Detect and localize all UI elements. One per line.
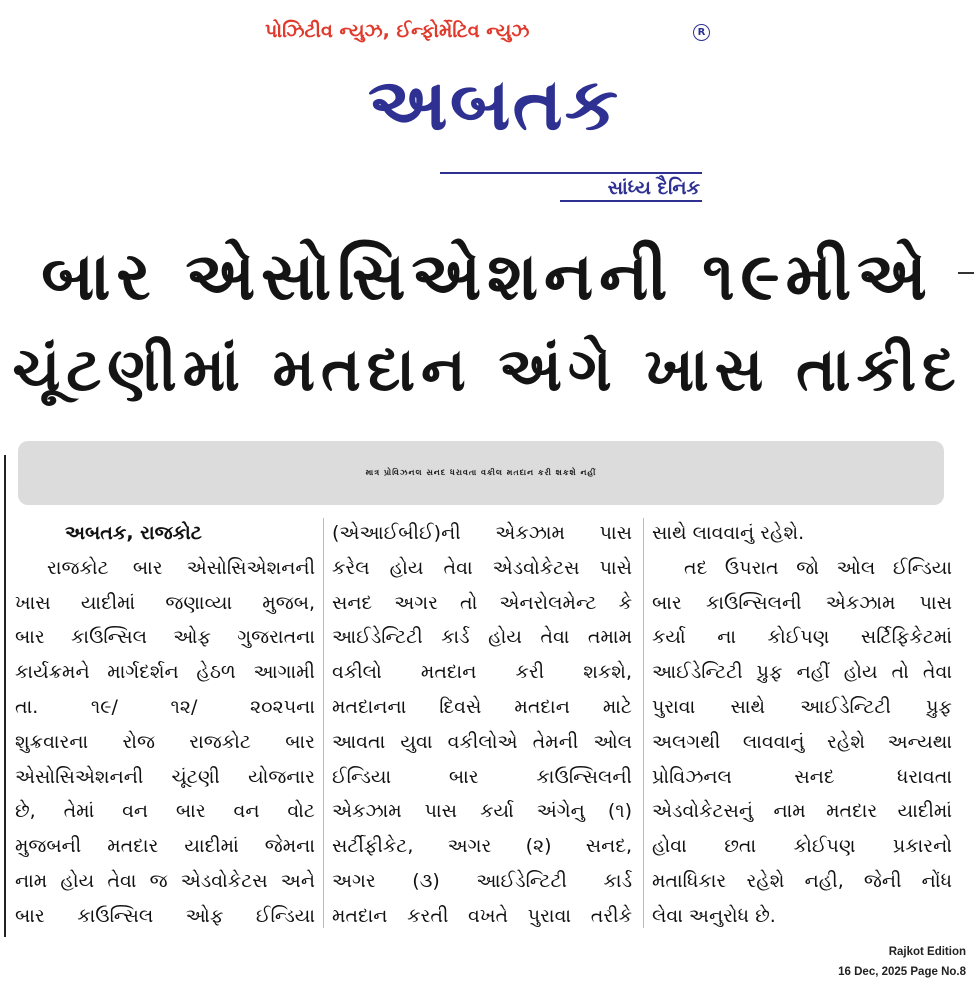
body-line: અલગથી લાવવાનું રહેશે અન્યથા: [652, 730, 952, 753]
body-line: નામ હોય તેવા જ એડવોકેટસ અને: [15, 869, 315, 892]
body-line: છે, તેમાં વન બાર વન વોટ: [15, 800, 315, 823]
body-line: મતાધિકાર રહેશે નહી, જેની નોંધ: [652, 869, 952, 892]
logo-underline: [440, 172, 702, 174]
body-line: કર્યા ના કોઈપણ સર્ટિફિકેટમાં: [652, 626, 952, 649]
masthead: [0, 0, 974, 210]
body-line: મુજબની મતદાર યાદીમાં જેમના: [15, 835, 315, 858]
subbrand-underline: [560, 200, 702, 202]
article-column-1: [15, 516, 315, 934]
body-line: ખાસ યાદીમાં જણાવ્યા મુજબ,: [15, 591, 315, 614]
article-left-rule: [4, 455, 6, 937]
body-line: ઈન્ડિયા બાર કાઉન્સિલની: [332, 765, 632, 788]
newspaper-logo: અબતક: [367, 62, 621, 146]
body-line: બાર કાઉન્સિલ ઓફ ગુજરાતના: [15, 626, 315, 649]
body-line: આઈડેન્ટિટી પ્રુફ નહીં હોય તો તેવા: [652, 661, 952, 684]
body-line: કાર્યક્રમને માર્ગદર્શન હેઠળ આગામી: [15, 661, 315, 684]
body-line: તદ ઉપરાત જો ઓલ ઈન્ડિયા: [684, 556, 952, 579]
body-line: સાથે લાવવાનું રહેશે.: [652, 522, 805, 544]
headline-line-2: ચૂંટણીમાં મતદાન અંગે ખાસ તાકીદ: [12, 335, 962, 405]
article-column-2: [332, 516, 632, 934]
date-page-label: 16 Dec, 2025 Page No.8: [838, 966, 966, 978]
subheadline-banner: [18, 441, 944, 505]
column-divider: [643, 518, 644, 928]
body-line: બાર કાઉન્સિલની એકઝામ પાસ: [652, 591, 952, 614]
subheadline-text: માત્ર પ્રોવિઝનલ સનદ ધરાવતા વકીલ મતદાન કરી શકશે નહીં: [365, 468, 597, 477]
body-line: સનદ અગર તો એનરોલમેન્ટ કે: [332, 591, 632, 614]
masthead-tagline: પોઝિટીવ ન્યુઝ, ઈન્ફોર્મેટિવ ન્યુઝ: [265, 20, 530, 42]
column-divider: [323, 518, 324, 928]
body-line: પ્રોવિઝનલ સનદ ધરાવતા: [652, 765, 952, 788]
dateline: અબતક, રાજકોટ: [65, 522, 202, 544]
body-line: મતદાન કરતી વખતે પુરાવા તરીકે: [332, 904, 632, 927]
edition-label: Rajkot Edition: [888, 946, 966, 958]
body-line: આઈડેન્ટિટી કાર્ડ હોય તેવા તમામ: [332, 626, 632, 649]
body-line: એડવોકેટસનું નામ મતદાર યાદીમાં: [652, 800, 952, 823]
body-line: એકઝામ પાસ કર્યા અંગેનુ (૧): [332, 800, 632, 823]
body-line: કરેલ હોય તેવા એડવોકેટસ પાસે: [332, 556, 632, 579]
body-line: આવતા યુવા વકીલોએ તેમની ઓલ: [332, 730, 632, 753]
body-line: (એઆઈબીઈ)ની એકઝામ પાસ: [332, 522, 632, 544]
body-line: અગર (૩) આઈડેન્ટિટી કાર્ડ: [332, 869, 632, 892]
body-line: મતદાનના દિવસે મતદાન માટે: [332, 695, 632, 718]
body-line: રાજકોટ બાર એસોસિએશનની: [47, 556, 315, 579]
body-line: બાર કાઉન્સિલ ઓફ ઈન્ડિયા: [15, 904, 315, 927]
article-column-3: [652, 516, 952, 934]
body-line: સર્ટીફીકેટ, અગર (૨) સનદ,: [332, 835, 632, 858]
body-line: એસોસિએશનની ચૂંટણી યોજનાર: [15, 765, 315, 788]
body-line: તા. ૧૯/ ૧૨/ ૨૦૨૫ના: [15, 695, 315, 718]
body-line: પુરાવા સાથે આઈડેન્ટિટી પ્રુફ: [652, 695, 952, 718]
body-line: શુક્રવારના રોજ રાજકોટ બાર: [15, 730, 315, 753]
body-line: હોવા છતા કોઈપણ પ્રકારનો: [652, 835, 952, 858]
headline-line-1: બાર એસોસિએશનની ૧૯મીએ: [41, 238, 933, 315]
masthead-subbrand: સાંધ્ય દૈનિક: [607, 177, 700, 199]
body-line: વકીલો મતદાન કરી શકશે,: [332, 661, 632, 684]
registered-mark: R: [693, 24, 710, 41]
body-line: લેવા અનુરોધ છે.: [652, 904, 776, 927]
